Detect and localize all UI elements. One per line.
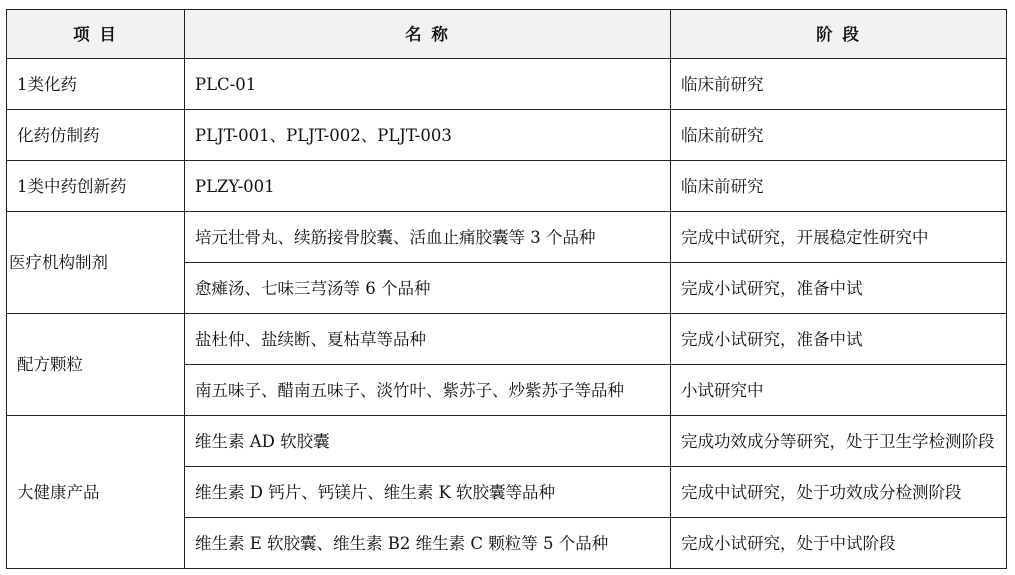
name-cell: 维生素 D 钙片、钙镁片、维生素 K 软胶囊等品种 bbox=[185, 467, 671, 518]
stage-cell: 小试研究中 bbox=[671, 365, 1007, 416]
stage-cell: 临床前研究 bbox=[671, 161, 1007, 212]
name-cell: 维生素 E 软胶囊、维生素 B2 维生素 C 颗粒等 5 个品种 bbox=[185, 518, 671, 569]
table-row bbox=[7, 161, 1007, 212]
project-cell: 医疗机构制剂 bbox=[7, 212, 185, 314]
stage-cell: 完成小试研究，准备中试 bbox=[671, 263, 1007, 314]
name-cell: 培元壮骨丸、续筋接骨胶囊、活血止痛胶囊等 3 个品种 bbox=[185, 212, 671, 263]
stage-cell: 临床前研究 bbox=[671, 110, 1007, 161]
header-stage: 阶 段 bbox=[671, 10, 1007, 59]
name-cell: PLC-01 bbox=[185, 59, 671, 110]
project-cell: 1类中药创新药 bbox=[7, 161, 185, 212]
stage-cell: 完成中试研究，处于功效成分检测阶段 bbox=[671, 467, 1007, 518]
name-cell: 南五味子、醋南五味子、淡竹叶、紫苏子、炒紫苏子等品种 bbox=[185, 365, 671, 416]
stage-cell: 完成功效成分等研究，处于卫生学检测阶段 bbox=[671, 416, 1007, 467]
header-name: 名 称 bbox=[185, 10, 671, 59]
stage-cell: 临床前研究 bbox=[671, 59, 1007, 110]
table-row bbox=[7, 416, 1007, 467]
table-row bbox=[7, 110, 1007, 161]
table-row bbox=[7, 314, 1007, 365]
stage-cell: 完成小试研究，处于中试阶段 bbox=[671, 518, 1007, 569]
name-cell: 维生素 AD 软胶囊 bbox=[185, 416, 671, 467]
stage-cell: 完成中试研究，开展稳定性研究中 bbox=[671, 212, 1007, 263]
rd-projects-table bbox=[6, 9, 1007, 569]
stage-cell: 完成小试研究，准备中试 bbox=[671, 314, 1007, 365]
header-row bbox=[7, 10, 1007, 59]
project-cell: 配方颗粒 bbox=[7, 314, 185, 416]
name-cell: 愈瘫汤、七味三芎汤等 6 个品种 bbox=[185, 263, 671, 314]
project-cell: 化药仿制药 bbox=[7, 110, 185, 161]
table-row bbox=[7, 212, 1007, 263]
name-cell: PLJT-001、PLJT-002、PLJT-003 bbox=[185, 110, 671, 161]
name-cell: PLZY-001 bbox=[185, 161, 671, 212]
project-cell: 大健康产品 bbox=[7, 416, 185, 569]
table-row bbox=[7, 59, 1007, 110]
project-cell: 1类化药 bbox=[7, 59, 185, 110]
name-cell: 盐杜仲、盐续断、夏枯草等品种 bbox=[185, 314, 671, 365]
header-project: 项 目 bbox=[7, 10, 185, 59]
